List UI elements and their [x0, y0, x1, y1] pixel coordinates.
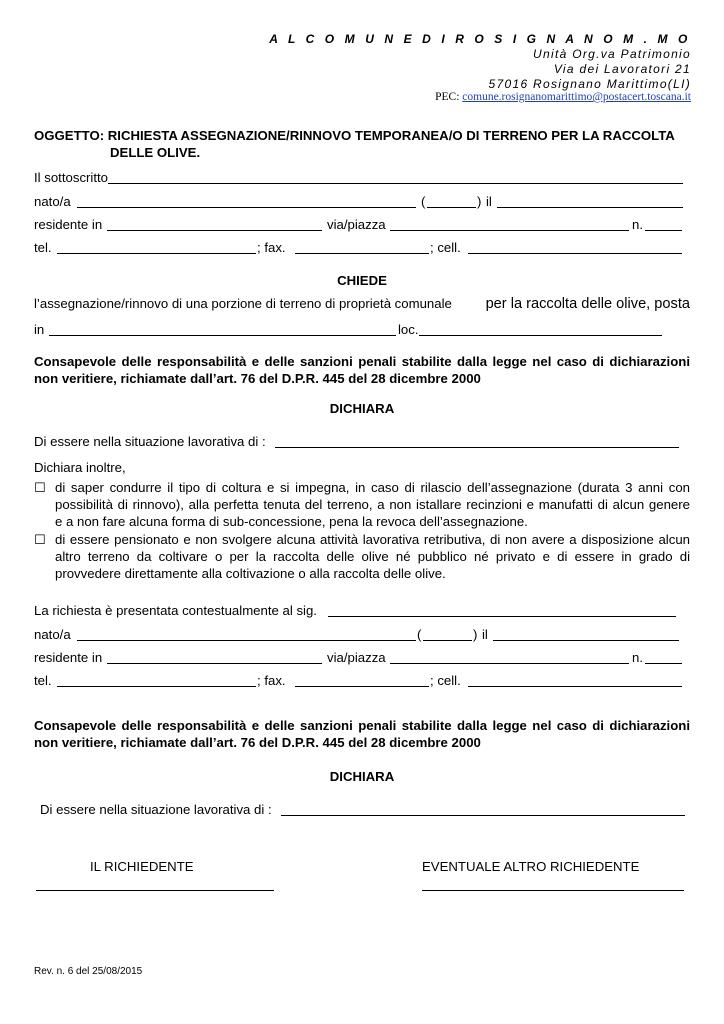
field-via-2[interactable] — [390, 663, 629, 664]
field-situazione-2[interactable] — [281, 815, 685, 816]
label-prov-close: ) — [477, 194, 482, 209]
label-situazione-1: Di essere nella situazione lavorativa di : — [34, 434, 266, 449]
label-cell-2: ; cell. — [430, 673, 461, 688]
warning-1-line-2: non veritiere, richiamate dall’art. 76 del D.P.R. 445 del 28 dicembre 2000 — [34, 371, 481, 386]
signature-line-richiedente[interactable] — [36, 890, 274, 891]
label-sottoscritto: Il sottoscritto — [34, 170, 109, 185]
dichiara-heading-1: DICHIARA — [329, 401, 395, 416]
label-richiesta-sig: La richiesta è presentata contestualmente al sig. — [34, 603, 317, 618]
label-altro-richiedente: EVENTUALE ALTRO RICHIEDENTE — [422, 859, 640, 874]
subject-line-1: OGGETTO: RICHIESTA ASSEGNAZIONE/RINNOVO TEMPORANEA/O DI TERRENO PER LA RACCOLTA — [34, 128, 675, 143]
label-residente-2: residente in — [34, 650, 103, 665]
label-via-2: via/piazza — [327, 650, 386, 665]
label-tel: tel. — [34, 240, 52, 255]
label-residente: residente in — [34, 217, 103, 232]
label-tel-2: tel. — [34, 673, 52, 688]
dichiara-heading-2: DICHIARA — [329, 769, 395, 784]
revision-note: Rev. n. 6 del 25/08/2015 — [34, 966, 143, 977]
item-1-line-1: di saper condurre il tipo di coltura e si impegna, in caso di rilascio dell’assegnazione (durata 3 anni con — [55, 480, 690, 495]
field-nato[interactable] — [77, 207, 416, 208]
field-sottoscritto[interactable] — [108, 183, 683, 184]
label-il-richiedente: IL RICHIEDENTE — [90, 859, 194, 874]
label-nato-2: nato/a — [34, 627, 71, 642]
field-fax-2[interactable] — [295, 686, 429, 687]
pec-line — [435, 91, 691, 103]
field-tel-2[interactable] — [57, 686, 256, 687]
field-tel[interactable] — [57, 253, 256, 254]
checkbox-2[interactable]: ☐ — [34, 532, 46, 547]
label-fax: ; fax. — [257, 240, 286, 255]
field-provincia[interactable] — [427, 207, 476, 208]
item-1-line-2: possibilità di rinnovo), alla perfetta tenuta del terreno, a non istallare recinzioni e manufatti di alcun genere — [55, 497, 690, 512]
field-data-nascita-2[interactable] — [493, 640, 679, 641]
field-residente-2[interactable] — [107, 663, 322, 664]
label-n: n. — [632, 217, 643, 232]
subject-line-2: DELLE OLIVE. — [110, 145, 201, 160]
item-2-line-2: altro terreno da coltivare o per la raccolta delle olive né pubblico né privato e di essere in grado di — [55, 549, 690, 564]
recipient-unit: Unità Org.va Patrimonio — [533, 47, 691, 61]
item-2-line-1: di essere pensionato e non svolgere alcuna attività lavorativa retributiva, di non avere a disposizione alcun — [55, 532, 690, 547]
pec-label: PEC: — [435, 91, 463, 103]
item-1-line-3: e a non fare alcuna forma di sub-concessione, pena la revoca dell’assegnazione. — [55, 514, 528, 529]
field-numero[interactable] — [645, 230, 682, 231]
field-nato-2[interactable] — [77, 640, 416, 641]
field-cell[interactable] — [468, 253, 682, 254]
label-prov-open: ( — [421, 194, 426, 209]
warning-2-line-1: Consapevole delle responsabilità e delle sanzioni penali stabilite dalla legge nel caso di dichiarazioni — [34, 718, 690, 733]
label-via: via/piazza — [327, 217, 386, 232]
field-situazione-1[interactable] — [275, 447, 679, 448]
chiede-text-b: per la raccolta delle olive, posta — [485, 296, 690, 312]
recipient-street: Via dei Lavoratori 21 — [553, 62, 691, 76]
label-il-2: il — [482, 627, 488, 642]
checkbox-1[interactable]: ☐ — [34, 480, 46, 495]
label-prov-close-2: ) — [473, 627, 478, 642]
field-cell-2[interactable] — [468, 686, 682, 687]
recipient-city: 57016 Rosignano Marittimo(LI) — [488, 77, 691, 91]
label-inoltre: Dichiara inoltre, — [34, 460, 126, 475]
label-prov-open-2: ( — [417, 627, 422, 642]
label-loc: loc. — [398, 322, 419, 337]
field-via[interactable] — [390, 230, 629, 231]
chiede-text — [34, 296, 690, 312]
field-residente[interactable] — [107, 230, 322, 231]
field-terreno-in[interactable] — [49, 335, 396, 336]
field-fax[interactable] — [295, 253, 429, 254]
label-cell: ; cell. — [430, 240, 461, 255]
signature-line-altro-richiedente[interactable] — [422, 890, 684, 891]
warning-1-line-1: Consapevole delle responsabilità e delle sanzioni penali stabilite dalla legge nel caso di dichiarazioni — [34, 354, 690, 369]
chiede-heading: CHIEDE — [337, 273, 387, 288]
label-situazione-2: Di essere nella situazione lavorativa di : — [40, 802, 272, 817]
field-numero-2[interactable] — [645, 663, 682, 664]
field-provincia-2[interactable] — [423, 640, 472, 641]
chiede-text-a: l’assegnazione/rinnovo di una porzione di terreno di proprietà comunale — [34, 296, 452, 311]
label-in: in — [34, 322, 45, 337]
field-localita[interactable] — [419, 335, 662, 336]
field-data-nascita[interactable] — [497, 207, 683, 208]
label-n-2: n. — [632, 650, 643, 665]
warning-2-line-2: non veritiere, richiamate dall’art. 76 del D.P.R. 445 del 28 dicembre 2000 — [34, 735, 481, 750]
pec-email-link[interactable]: comune.rosignanomarittimo@postacert.toscana.it — [462, 91, 691, 103]
item-2-line-3: provvedere direttamente alla coltivazione o alla raccolta delle olive. — [55, 566, 446, 581]
field-secondo-richiedente[interactable] — [328, 616, 676, 617]
label-fax-2: ; fax. — [257, 673, 286, 688]
recipient-title: A L C O M U N E D I R O S I G N A N O M . M O — [269, 32, 691, 46]
label-nato: nato/a — [34, 194, 71, 209]
label-il: il — [486, 194, 492, 209]
